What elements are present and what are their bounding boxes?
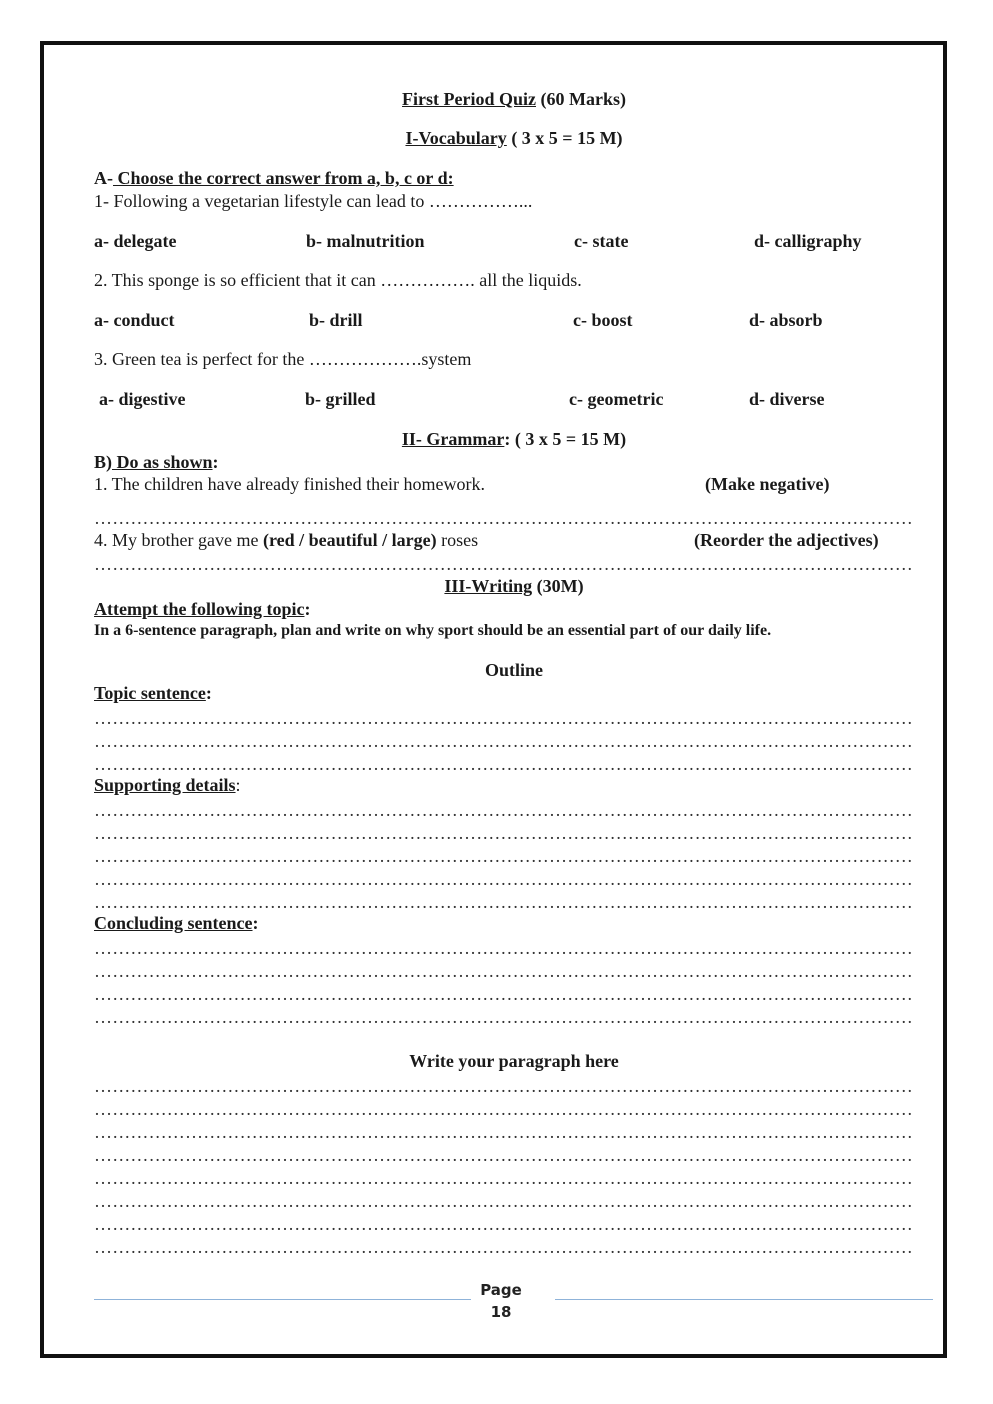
grammar-question-1: 1. The children have already finished their homework.	[94, 474, 486, 494]
writing-topic: In a 6-sentence paragraph, plan and write on why sport should be an essential part of our daily life.	[94, 622, 772, 639]
answer-line	[94, 1167, 914, 1189]
vocab-q1-option-c: c- state	[574, 231, 629, 251]
vocab-q1-option-b: b- malnutrition	[306, 231, 425, 251]
answer-line	[94, 1144, 914, 1166]
page-label: Page	[480, 1281, 522, 1299]
grammar-q1-instruction: (Make negative)	[705, 474, 830, 494]
vocabulary-instruction: A- Choose the correct answer from a, b, c or d:	[94, 168, 454, 188]
vocab-q1-option-a: a- delegate	[94, 231, 177, 251]
answer-line	[94, 983, 914, 1005]
answer-line	[94, 753, 914, 775]
page-number: 18	[490, 1303, 512, 1321]
quiz-title: First Period Quiz (60 Marks)	[402, 89, 626, 109]
supporting-details-label: Supporting details:	[94, 775, 241, 795]
vocab-question-3: 3. Green tea is perfect for the ……………….system	[94, 349, 472, 369]
writing-attempt-label: Attempt the following topic:	[94, 599, 311, 619]
grammar-question-4: 4. My brother gave me (red / beautiful / large) roses	[94, 530, 479, 550]
vocab-question-2: 2. This sponge is so efficient that it can ……………. all the liquids.	[94, 270, 582, 290]
answer-line	[94, 960, 914, 982]
answer-line	[94, 799, 914, 821]
answer-line	[94, 845, 914, 867]
concluding-sentence-label: Concluding sentence:	[94, 913, 259, 933]
vocab-q3-option-a: a- digestive	[99, 389, 186, 409]
vocab-q3-option-d: d- diverse	[749, 389, 825, 409]
paragraph-heading: Write your paragraph here	[409, 1051, 619, 1071]
vocab-q2-option-d: d- absorb	[749, 310, 823, 330]
vocab-q2-option-a: a- conduct	[94, 310, 175, 330]
grammar-q4-instruction: (Reorder the adjectives)	[694, 530, 879, 550]
answer-line	[94, 891, 914, 913]
vocab-q2-option-b: b- drill	[309, 310, 363, 330]
vocab-q2-option-c: c- boost	[573, 310, 633, 330]
vocab-q3-option-b: b- grilled	[305, 389, 376, 409]
footer-rule-right	[555, 1299, 933, 1300]
answer-line	[94, 1190, 914, 1212]
grammar-heading: II- Grammar: ( 3 x 5 = 15 M)	[401, 429, 627, 449]
vocab-q1-option-d: d- calligraphy	[754, 231, 862, 251]
answer-line	[94, 707, 914, 729]
topic-sentence-label: Topic sentence:	[94, 683, 212, 703]
answer-line	[94, 553, 914, 575]
writing-heading: III-Writing (30M)	[444, 576, 584, 596]
vocab-question-1: 1- Following a vegetarian lifestyle can lead to ……………...	[94, 191, 533, 211]
grammar-instruction: B) Do as shown:	[94, 452, 219, 472]
answer-line	[94, 1075, 914, 1097]
answer-line	[94, 1236, 914, 1258]
outline-heading: Outline	[484, 660, 543, 680]
vocab-q3-option-c: c- geometric	[569, 389, 664, 409]
answer-line	[94, 822, 914, 844]
answer-line	[94, 1121, 914, 1143]
footer-rule-left	[94, 1299, 471, 1300]
answer-line	[94, 1006, 914, 1028]
vocabulary-heading: I-Vocabulary ( 3 x 5 = 15 M)	[405, 128, 623, 148]
answer-line	[94, 1098, 914, 1120]
answer-line	[94, 868, 914, 890]
answer-line	[94, 1213, 914, 1235]
answer-line	[94, 937, 914, 959]
answer-line	[94, 730, 914, 752]
answer-line	[94, 507, 914, 529]
